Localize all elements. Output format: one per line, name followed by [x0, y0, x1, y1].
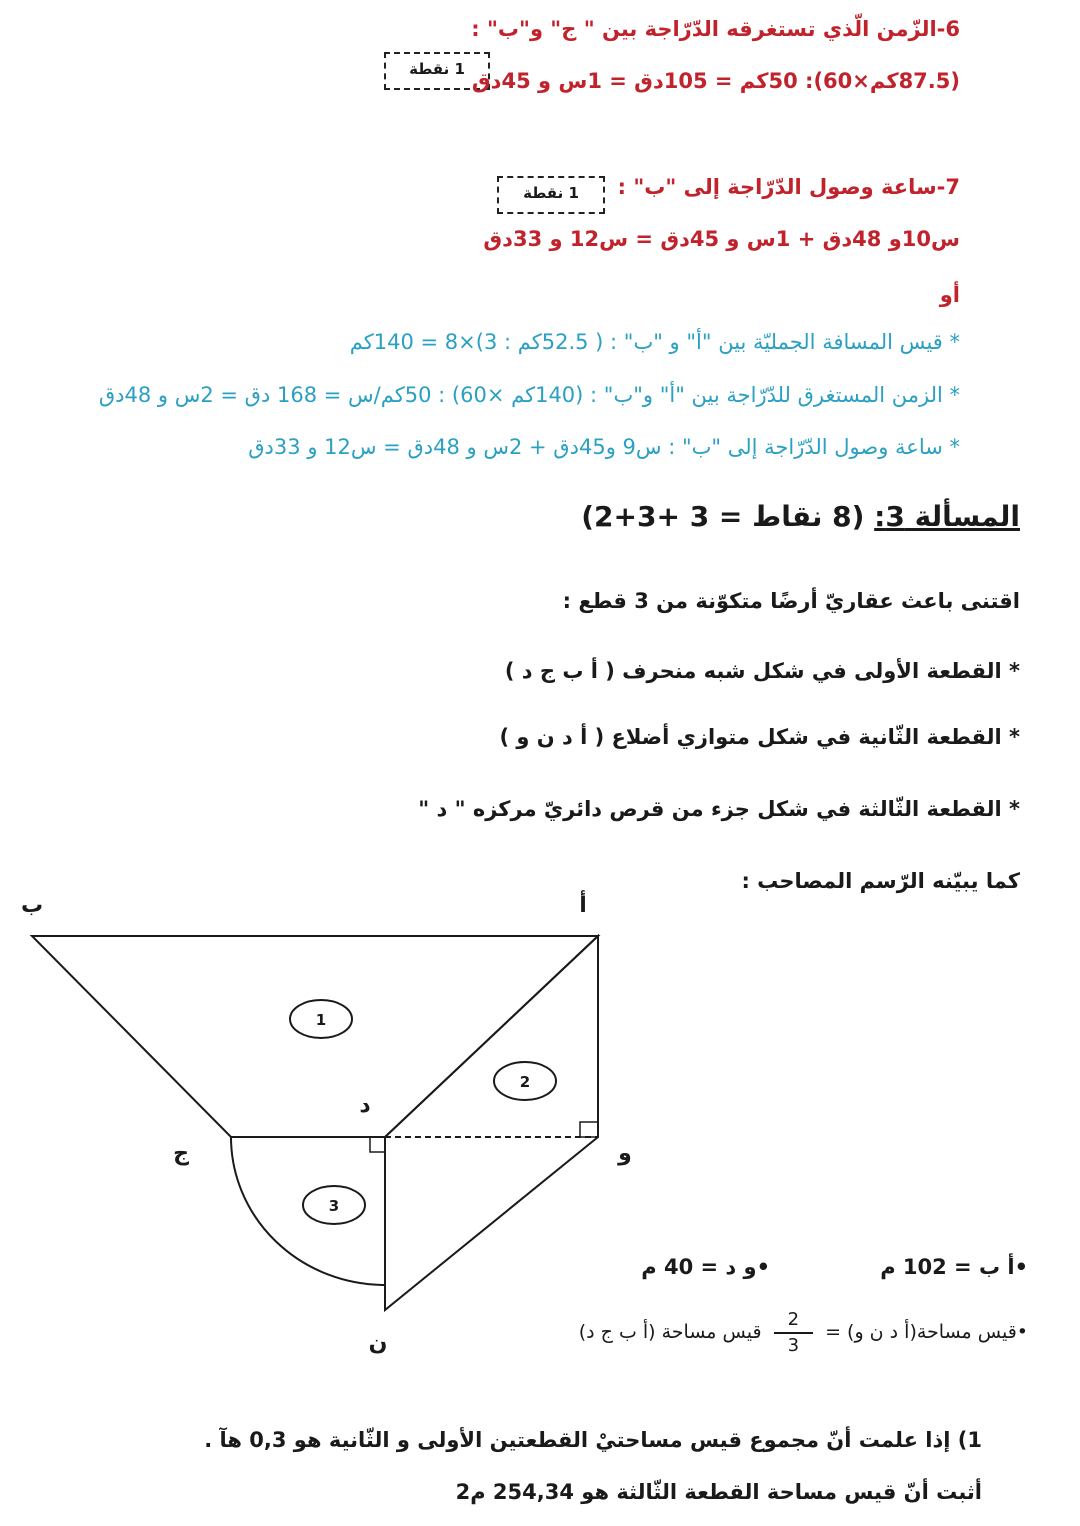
- problem3-points: (8 نقاط = 3 +3+2): [581, 500, 865, 533]
- q7-answer: س10و 48دق + 1س و 45دق = س12 و 33دق: [483, 227, 960, 251]
- q6-points-badge: 1 نقطة: [384, 52, 490, 90]
- question1-line2: أثبت أنّ قيس مساحة القطعة الثّالثة هو 254,34 م2: [455, 1480, 982, 1504]
- given-wd: •و د = 40 م: [641, 1255, 770, 1279]
- region-3-number: 3: [328, 1197, 340, 1215]
- problem3-label: المسألة 3:: [874, 500, 1020, 533]
- piece3-description: * القطعة الثّالثة في شكل جزء من قرص دائريّ مركزه " د ": [418, 797, 1020, 821]
- question1-line1: 1) إذا علمت أنّ مجموع قيس مساحتيْ القطعتين الأولى و الثّانية هو 0,3 هآ .: [204, 1428, 982, 1452]
- piece1-description: * القطعة الأولى في شكل شبه منحرف ( أ ب ج د ): [504, 659, 1020, 683]
- given-area-relation: [579, 1300, 1028, 1364]
- trapezoid-shape: [32, 936, 598, 1137]
- q6-heading: 6-الزّمن الّذي تستغرقه الدّرّاجة بين " ج" و"ب" :: [471, 17, 960, 41]
- problem3-title: [581, 500, 1020, 533]
- area-relation-suffix: قيس مساحة (أ ب ج د): [578, 1321, 762, 1343]
- q6-answer: (87.5كم×60): 50كم = 105دق = 1س و 45دق: [471, 69, 960, 93]
- alt-distance: * قيس المسافة الجمليّة بين "أ" و "ب" : ( 52.5كم : 3)×8 = 140كم: [349, 330, 960, 354]
- alt-arrival: * ساعة وصول الدّرّاجة إلى "ب" : س9 و45دق + 2س و 48دق = س12 و 33دق: [248, 435, 960, 459]
- label-j: ج: [173, 1141, 189, 1166]
- parallelogram-shape: [385, 936, 598, 1310]
- area-relation-prefix: •قيس مساحة(أ د ن و) =: [825, 1321, 1028, 1343]
- q7-points-badge: 1 نقطة: [497, 176, 605, 214]
- as-shown-caption: كما يبيّنه الرّسم المصاحب :: [741, 869, 1020, 893]
- label-d: د: [359, 1093, 371, 1118]
- given-ab: •أ ب = 102 م: [880, 1255, 1028, 1279]
- piece2-description: * القطعة الثّانية في شكل متوازي أضلاع ( أ د ن و ): [499, 725, 1020, 749]
- fraction-numerator: 2: [774, 1308, 813, 1334]
- alternative-or: أو: [939, 283, 960, 307]
- region-2-number: 2: [519, 1073, 531, 1091]
- right-angle-d: [370, 1137, 385, 1152]
- quarter-disc-shape: [231, 1137, 385, 1285]
- problem3-intro: اقتنى باعث عقاريّ أرضًا متكوّنة من 3 قطع :: [562, 589, 1020, 613]
- q7-heading: 7-ساعة وصول الدّرّاجة إلى "ب" :: [617, 175, 960, 199]
- fraction-two-thirds: [774, 1308, 813, 1358]
- label-b: ب: [20, 893, 44, 918]
- label-a: أ: [579, 893, 587, 918]
- fraction-denominator: 3: [787, 1334, 800, 1356]
- right-angle-w: [580, 1122, 598, 1137]
- region-1-number: 1: [315, 1011, 327, 1029]
- label-n: ن: [368, 1331, 388, 1356]
- label-w: و: [618, 1141, 632, 1166]
- alt-time: * الزمن المستغرق للدّرّاجة بين "أ" و"ب" : (140كم ×60) : 50كم/س = 168 دق = 2س و 48دق: [98, 383, 960, 407]
